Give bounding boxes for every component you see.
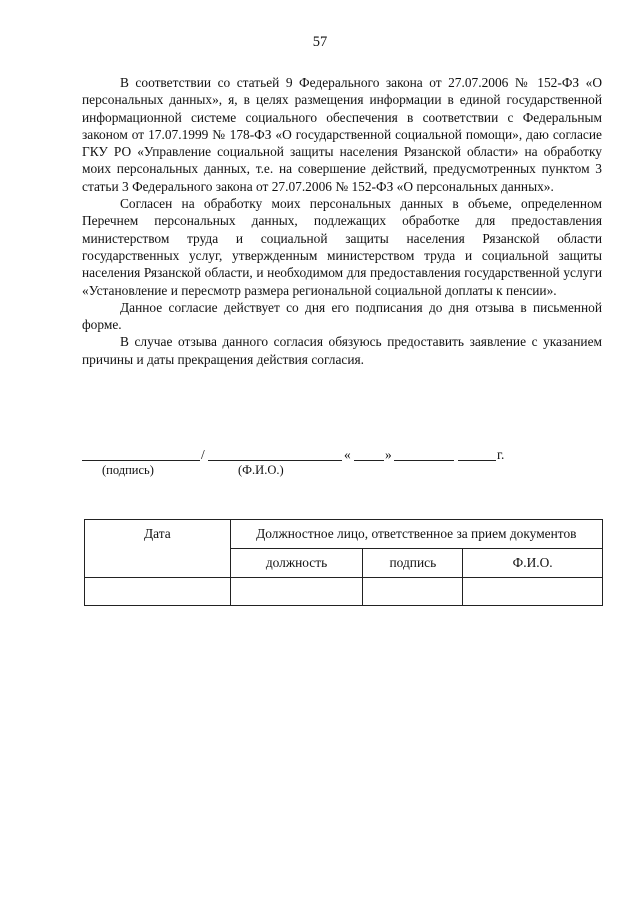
signature-slash: / (201, 447, 205, 462)
consent-text (82, 74, 602, 368)
subheader-position: должность (230, 549, 363, 578)
paragraph-consent-scope: Согласен на обработку моих персональных данных в объеме, определенном Перечнем персональных данных, подлежащих обработке для предоставления министерством труда и социальной защиты населения Рязанской области государственных услуг, утвержденным министерством труда и социальной защиты населения Рязанской области, и необходимом для предоставления государственной услуги «Установление и пересмотр размера региональной социальной доплаты к пенсии». (82, 196, 602, 298)
paragraph-validity: Данное согласие действует со дня его подписания до дня отзыва в письменной форме. (82, 299, 602, 333)
paragraph-withdrawal: В случае отзыва данного согласия обязуюсь предоставить заявление с указанием причины и даты прекращения действия согласия. (82, 334, 602, 367)
table-row (85, 578, 603, 606)
signature-block (82, 447, 522, 481)
year-line[interactable] (458, 460, 496, 461)
day-line[interactable] (354, 460, 384, 461)
cell-full-name[interactable] (463, 578, 603, 606)
name-line[interactable] (208, 460, 342, 461)
caption-full-name: (Ф.И.О.) (238, 463, 284, 477)
registration-table (84, 519, 603, 606)
year-suffix: г. (497, 447, 505, 462)
header-official: Должностное лицо, ответственное за прием документов (230, 520, 602, 549)
quote-open: « (344, 447, 351, 462)
signature-line[interactable] (82, 460, 200, 461)
caption-signature: (подпись) (102, 463, 154, 477)
month-line[interactable] (394, 460, 454, 461)
cell-signature[interactable] (363, 578, 463, 606)
subheader-signature: подпись (363, 549, 463, 578)
header-date: Дата (85, 520, 231, 578)
cell-date[interactable] (85, 578, 231, 606)
cell-position[interactable] (230, 578, 363, 606)
subheader-full-name: Ф.И.О. (463, 549, 603, 578)
page-number: 57 (312, 34, 328, 50)
quote-close: » (385, 447, 392, 462)
paragraph-legal-basis: В соответствии со статьей 9 Федерального закона от 27.07.2006 № 152-ФЗ «О персональных данных», я, в целях размещения информации в единой государственной информационной системе социального обеспечения в соответствии с Федеральным законом от 17.07.1999 № 178-ФЗ «О государственной социальной помощи», даю согласие ГКУ РО «Управление социальной защиты населения Рязанской области» на обработку моих персональных данных, т.е. на совершение действий, предусмотренных пунктом 3 статьи 3 Федерального закона от 27.07.2006 № 152-ФЗ «О персональных данных». (82, 75, 602, 194)
